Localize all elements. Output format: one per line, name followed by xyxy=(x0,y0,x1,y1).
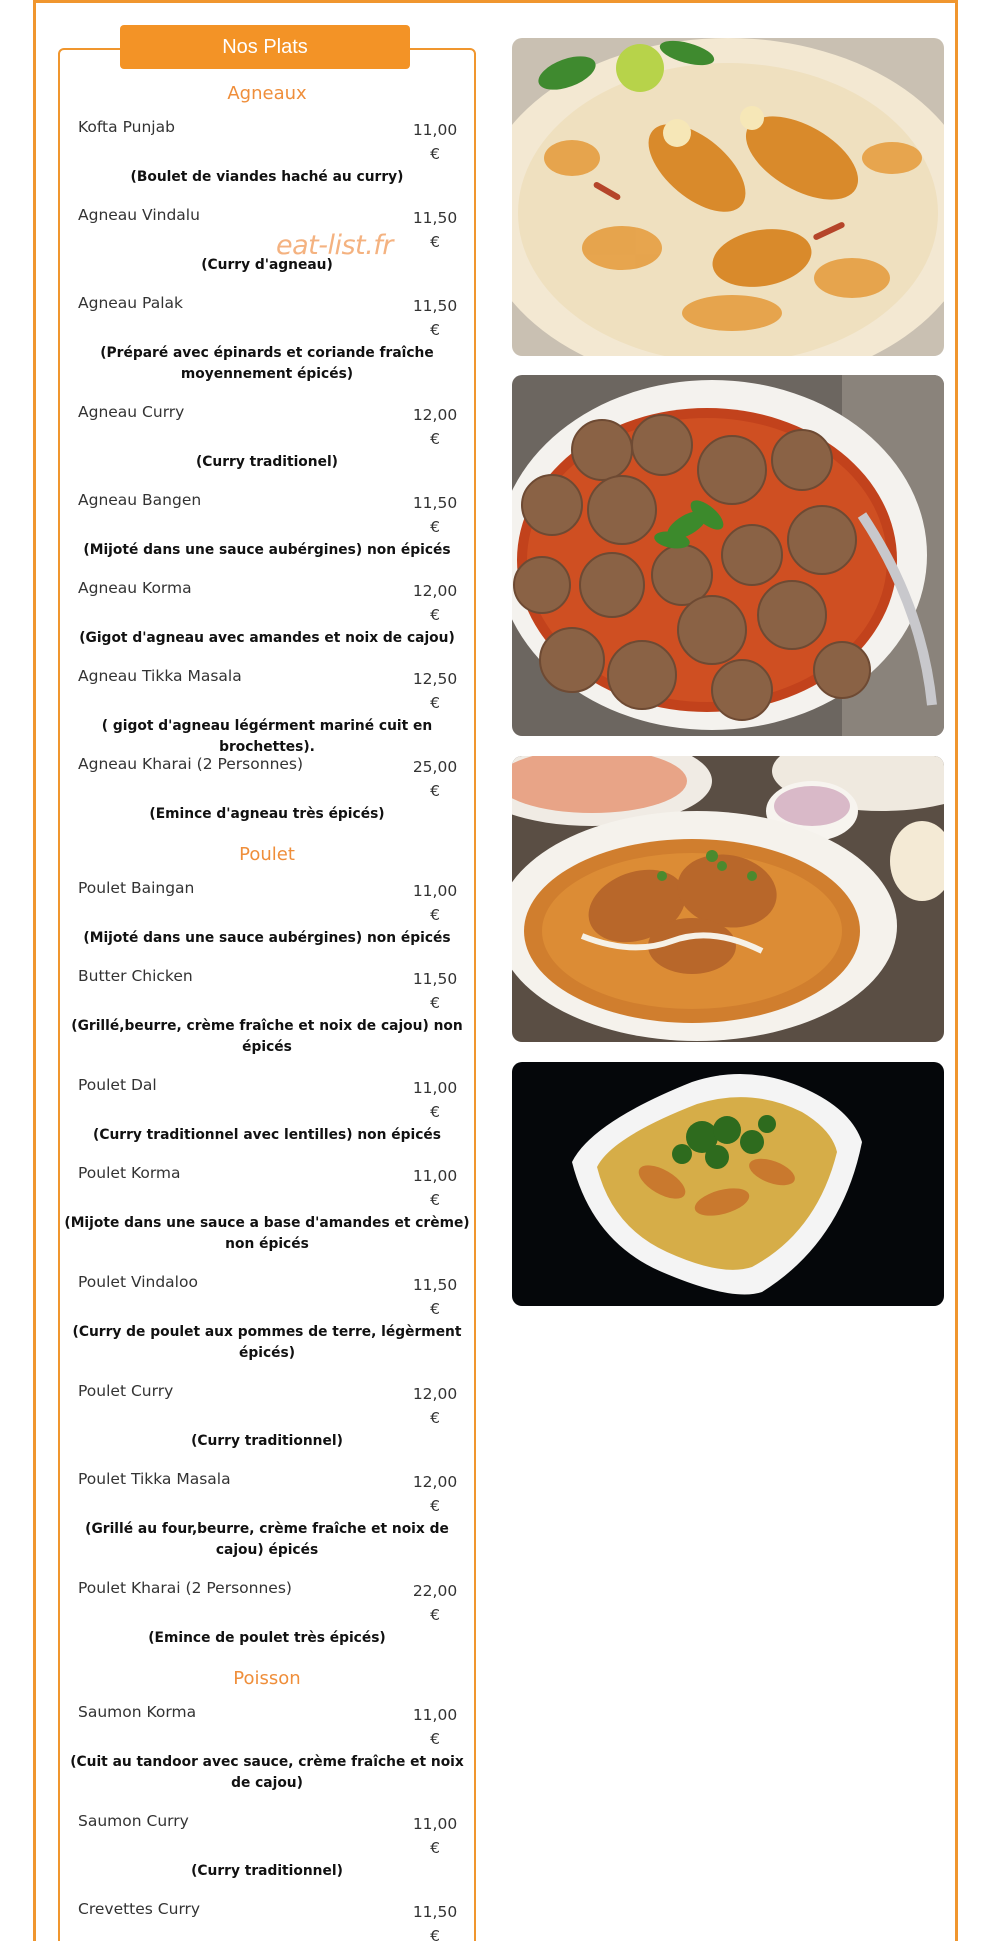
item-price: 12,50 € xyxy=(412,670,458,712)
item-description: (Préparé avec épinards et coriande fraîche moyennement épicés) xyxy=(100,345,434,382)
item-name: Saumon Curry xyxy=(78,1812,189,1830)
item-price: 11,50 € xyxy=(412,970,458,1012)
item-name: Poulet Dal xyxy=(78,1076,157,1094)
item-price: 11,00 € xyxy=(412,121,458,163)
item-price: 11,50 € xyxy=(412,1276,458,1318)
item-description: (Emince d'agneau très épicés) xyxy=(149,806,385,822)
item-description: (Curry d'agneau) xyxy=(201,257,333,273)
item-name: Kofta Punjab xyxy=(78,118,175,136)
item-price: 12,00 € xyxy=(412,406,458,448)
menu-item xyxy=(60,961,474,1013)
korma-photo xyxy=(512,1062,944,1306)
menu-list xyxy=(60,76,474,1941)
menu-item xyxy=(60,112,474,164)
item-description: ( gigot d'agneau légérment mariné cuit en brochettes). xyxy=(101,718,433,755)
item-description: (Grillé au four,beurre, crème fraîche et noix de cajou) épicés xyxy=(85,1521,449,1558)
item-description: (Grillé,beurre, crème fraîche et noix de cajou) non épicés xyxy=(71,1018,463,1055)
item-name: Agneau Curry xyxy=(78,403,185,421)
item-price: 11,00 € xyxy=(412,1706,458,1748)
item-price: 11,50 € xyxy=(412,1903,458,1941)
menu-item xyxy=(60,661,474,713)
item-name: Agneau Kharai (2 Personnes) xyxy=(78,755,304,773)
menu-item xyxy=(60,1464,474,1516)
menu-item xyxy=(60,485,474,537)
section-title-poisson: Poisson xyxy=(233,1668,301,1689)
item-price: 11,00 € xyxy=(412,1167,458,1209)
item-name: Agneau Korma xyxy=(78,579,192,597)
biryani-photo xyxy=(512,38,944,356)
menu-item xyxy=(60,573,474,625)
menu-item xyxy=(60,873,474,925)
item-price: 11,50 € xyxy=(412,209,458,251)
menu-header: Nos Plats xyxy=(120,25,410,69)
item-name: Agneau Tikka Masala xyxy=(78,667,242,685)
menu-item xyxy=(60,1697,474,1749)
item-name: Agneau Vindalu xyxy=(78,206,200,224)
item-name: Poulet Baingan xyxy=(78,879,195,897)
menu-item xyxy=(60,288,474,340)
item-name: Poulet Curry xyxy=(78,1382,174,1400)
item-description: (Curry traditionel) xyxy=(196,454,338,470)
item-name: Saumon Korma xyxy=(78,1703,197,1721)
item-price: 11,50 € xyxy=(412,494,458,536)
item-name: Poulet Korma xyxy=(78,1164,181,1182)
item-price: 12,00 € xyxy=(412,1385,458,1427)
menu-item xyxy=(60,1376,474,1428)
menu-item xyxy=(60,200,474,252)
item-price: 11,00 € xyxy=(412,1079,458,1121)
item-description: (Curry traditionnel avec lentilles) non épicés xyxy=(93,1127,441,1143)
item-price: 11,00 € xyxy=(412,1815,458,1857)
menu-item xyxy=(60,1267,474,1319)
menu-item xyxy=(60,749,474,801)
item-description: (Boulet de viandes haché au curry) xyxy=(130,169,404,185)
item-price: 22,00 € xyxy=(412,1582,458,1624)
item-description: (Cuit au tandoor avec sauce, crème fraîche et noix de cajou) xyxy=(70,1754,464,1791)
menu-item xyxy=(60,1894,474,1941)
item-price: 11,00 € xyxy=(412,882,458,924)
kofta-curry-photo xyxy=(512,375,944,736)
item-description: (Curry traditionnel) xyxy=(191,1433,343,1449)
butter-chicken-photo xyxy=(512,756,944,1042)
section-title-poulet: Poulet xyxy=(239,844,295,865)
item-price: 12,00 € xyxy=(412,1473,458,1515)
item-name: Agneau Palak xyxy=(78,294,183,312)
menu-item xyxy=(60,397,474,449)
item-description: (Curry de poulet aux pommes de terre, légèrment épicés) xyxy=(72,1324,462,1361)
item-name: Butter Chicken xyxy=(78,967,193,985)
menu-item xyxy=(60,1070,474,1122)
item-name: Crevettes Curry xyxy=(78,1900,201,1918)
item-description: (Emince de poulet très épicés) xyxy=(148,1630,386,1646)
watermark: eat-list.fr xyxy=(276,230,393,261)
item-price: 11,50 € xyxy=(412,297,458,339)
menu-item xyxy=(60,1158,474,1210)
item-description: (Gigot d'agneau avec amandes et noix de cajou) xyxy=(79,630,455,646)
item-name: Poulet Vindaloo xyxy=(78,1273,198,1291)
item-description: (Curry traditionnel) xyxy=(191,1863,343,1879)
menu-item xyxy=(60,1573,474,1625)
item-price: 25,00 € xyxy=(412,758,458,800)
menu-item xyxy=(60,1806,474,1858)
item-name: Agneau Bangen xyxy=(78,491,202,509)
item-name: Poulet Kharai (2 Personnes) xyxy=(78,1579,292,1597)
section-title-agneaux: Agneaux xyxy=(227,83,307,104)
item-description: (Mijote dans une sauce a base d'amandes et crème) non épicés xyxy=(64,1215,470,1252)
item-name: Poulet Tikka Masala xyxy=(78,1470,231,1488)
item-description: (Mijoté dans une sauce aubérgines) non épicés xyxy=(83,930,451,946)
item-description: (Mijoté dans une sauce aubérgines) non épicés xyxy=(83,542,451,558)
item-price: 12,00 € xyxy=(412,582,458,624)
